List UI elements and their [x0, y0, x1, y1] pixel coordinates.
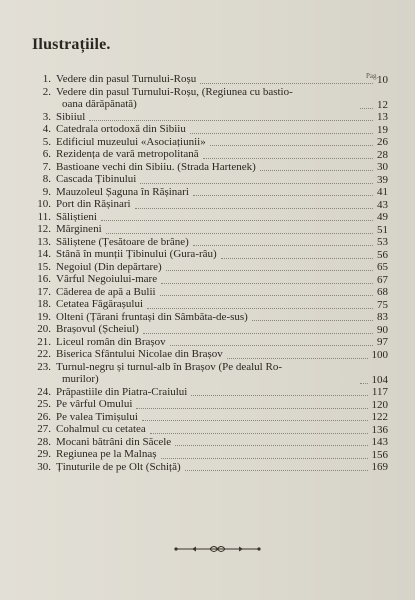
entry-title-line: Prăpastiile din Piatra-Craiului	[56, 385, 188, 398]
entry-title	[56, 361, 356, 385]
entry-page-number: 41	[377, 186, 388, 198]
illustration-entry	[0, 461, 415, 474]
entry-number: 12.	[37, 223, 51, 235]
illustration-entry	[0, 173, 415, 186]
entry-number: 7.	[42, 160, 51, 173]
illustration-entry	[0, 111, 415, 124]
illustration-entry	[0, 273, 415, 286]
entry-number: 9.	[42, 185, 51, 198]
entry-number: 15.	[37, 260, 51, 273]
entry-number: 11.	[37, 210, 51, 223]
dot-leader	[185, 470, 368, 471]
illustrations-list	[0, 73, 415, 473]
entry-page-number: 51	[377, 223, 388, 236]
entry-page-number: 97	[377, 336, 388, 348]
entry-title-line: Cascada Țibinului	[56, 173, 137, 185]
entry-number: 27.	[37, 423, 51, 435]
entry-title-line: Vedere din pasul Turnului-Roșu, (Regiunea cu bastio-	[56, 85, 293, 98]
illustration-entry	[0, 298, 415, 311]
dot-leader	[143, 333, 373, 334]
dot-leader	[160, 295, 373, 296]
entry-page-number: 49	[377, 211, 388, 223]
illustration-entry	[0, 436, 415, 449]
entry-number: 17.	[37, 285, 51, 298]
entry-page-number: 117	[371, 386, 388, 398]
dot-leader	[252, 320, 373, 321]
illustration-entry	[0, 448, 415, 461]
entry-title-line: Mărgineni	[56, 223, 102, 235]
dot-leader	[190, 133, 373, 134]
illustration-entry	[0, 236, 415, 249]
entry-number: 20.	[37, 323, 51, 335]
entry-number: 28.	[37, 435, 51, 448]
entry-title-line: Mauzoleul Șaguna în Rășinari	[56, 185, 189, 198]
entry-title-line: Port din Rășinari	[56, 198, 131, 210]
entry-title-line: Mocani bătrâni din Săcele	[56, 435, 172, 448]
entry-title-line: Cohalmul cu cetatea	[56, 423, 146, 435]
entry-title-line: Brașovul (Șcheiul)	[56, 323, 139, 335]
entry-number: 23.	[37, 360, 51, 373]
entry-number: 2.	[42, 85, 51, 98]
entry-title-line: Vârful Negoiului-mare	[56, 273, 158, 285]
entry-number: 8.	[42, 173, 51, 185]
illustration-entry	[0, 161, 415, 174]
page-column-label: Pag.	[366, 72, 379, 80]
dot-leader	[360, 383, 368, 384]
entry-number: 30.	[37, 460, 51, 473]
dot-leader	[140, 183, 373, 184]
entry-page-number: 143	[371, 436, 388, 448]
dot-leader	[193, 245, 373, 246]
entry-title-line: Catedrala ortodoxă din Sibiiu	[56, 123, 186, 135]
entry-page-number: 12	[377, 98, 388, 111]
dot-leader	[210, 145, 373, 146]
entry-number: 4.	[42, 123, 51, 135]
entry-page-number: 28	[377, 148, 388, 161]
illustration-entry	[0, 398, 415, 411]
entry-number: 25.	[37, 398, 51, 410]
entry-number: 26.	[37, 410, 51, 423]
entry-number: 13.	[37, 235, 51, 248]
entry-title-line: Negoiul (Din depărtare)	[56, 260, 162, 273]
entry-page-number: 39	[377, 173, 388, 186]
illustration-entry	[0, 311, 415, 324]
entry-number: 18.	[37, 298, 51, 310]
entry-page-number: 19	[377, 123, 388, 136]
illustration-entry	[0, 123, 415, 136]
illustration-entry	[0, 198, 415, 211]
entry-number: 21.	[37, 335, 51, 348]
entry-title-line: Săliștieni	[56, 210, 97, 223]
entry-title-line: Ținuturile de pe Olt (Schiță)	[56, 460, 181, 473]
entry-number: 1.	[42, 73, 51, 85]
entry-number: 22.	[37, 348, 51, 360]
entry-page-number: 83	[377, 311, 388, 323]
entry-title-line: Biserica Sfântului Nicolae din Brașov	[56, 348, 223, 360]
entry-title-continuation: murilor)	[62, 372, 99, 385]
dot-leader	[135, 208, 373, 209]
entry-title-line: Pe vârful Omului	[56, 398, 133, 410]
illustration-entry	[0, 186, 415, 199]
illustration-entry	[0, 261, 415, 274]
entry-title-line: Săliștene (Țesătoare de brâne)	[56, 235, 189, 248]
dot-leader	[221, 258, 373, 259]
entry-number: 3.	[42, 110, 51, 123]
entry-title-line: Cetatea Făgărașului	[56, 298, 144, 310]
entry-title-line: Edificiul muzeului «Asociațiunii»	[56, 135, 206, 148]
entry-title-line: Rezidența de vară metropolitană	[56, 148, 199, 160]
entry-page-number: 104	[371, 373, 388, 386]
entry-title-line: Regiunea pe la Malnaș	[56, 448, 157, 460]
illustration-entry	[0, 148, 415, 161]
dot-leader	[142, 420, 368, 421]
entry-title-line: Sibiiul	[56, 110, 86, 123]
entry-title-line: Vedere din pasul Turnului-Roșu	[56, 73, 197, 85]
entry-page-number: 56	[377, 248, 388, 261]
entry-title-line: Bastioane vechi din Sibiiu. (Strada Hartenek)	[56, 160, 256, 173]
entry-page-number: 136	[371, 423, 388, 436]
entry-page-number: 67	[377, 273, 388, 286]
dot-leader	[166, 270, 373, 271]
entry-page-number: 90	[377, 323, 388, 336]
entry-number: 14.	[37, 248, 51, 260]
illustration-entry	[0, 211, 415, 224]
illustration-entry	[0, 86, 415, 111]
entry-number: 24.	[37, 385, 51, 398]
page-title: Ilustrațiile.	[32, 36, 111, 53]
entry-page-number: 169	[371, 461, 388, 473]
entry-title-line: Turnul-negru și turnul-alb în Brașov (Pe dealul Ro-	[56, 360, 282, 373]
entry-title-continuation: oana dărăpănată)	[62, 97, 137, 110]
dot-leader	[136, 408, 367, 409]
dot-leader	[161, 458, 368, 459]
dot-leader	[147, 308, 373, 309]
illustration-entry	[0, 411, 415, 424]
entry-page-number: 100	[371, 348, 388, 361]
illustration-entry	[0, 223, 415, 236]
entry-page-number: 26	[377, 136, 388, 148]
entry-title-line: Pe valea Timișului	[56, 410, 138, 423]
entry-page-number: 53	[377, 236, 388, 248]
entry-page-number: 13	[377, 111, 388, 123]
dot-leader	[200, 83, 373, 84]
entry-page-number: 30	[377, 161, 388, 173]
illustration-entry	[0, 336, 415, 349]
dot-leader	[106, 233, 373, 234]
entry-title	[56, 86, 356, 110]
illustration-entry	[0, 423, 415, 436]
illustration-entry	[0, 136, 415, 149]
illustration-entry	[0, 73, 415, 86]
entry-page-number: 65	[377, 261, 388, 273]
illustration-entry	[0, 248, 415, 261]
entry-page-number: 122	[371, 411, 388, 423]
illustration-entry	[0, 386, 415, 399]
entry-page-number: 120	[371, 398, 388, 411]
entry-title-line: Căderea de apă a Bulii	[56, 285, 156, 298]
dot-leader	[360, 108, 373, 109]
dot-leader	[161, 283, 373, 284]
entry-number: 5.	[42, 135, 51, 148]
dot-leader	[193, 195, 373, 196]
entry-page-number: 75	[377, 298, 388, 311]
entry-title-line: Liceul român din Brașov	[56, 335, 166, 348]
illustration-entry	[0, 323, 415, 336]
entry-page-number: 43	[377, 198, 388, 211]
dot-leader	[260, 170, 373, 171]
dot-leader	[175, 445, 367, 446]
dot-leader	[203, 158, 373, 159]
dot-leader	[101, 220, 373, 221]
illustration-entry	[0, 286, 415, 299]
entry-title-line: Olteni (Țărani fruntași din Sâmbăta-de-sus)	[56, 310, 248, 323]
dot-leader	[170, 345, 373, 346]
entry-page-number: 156	[371, 448, 388, 461]
illustration-entry	[0, 348, 415, 361]
entry-number: 10.	[37, 198, 51, 210]
dot-leader	[89, 120, 373, 121]
entry-number: 19.	[37, 310, 51, 323]
illustration-entry	[0, 361, 415, 386]
entry-number: 29.	[37, 448, 51, 460]
dot-leader	[191, 395, 368, 396]
entry-page-number: 10	[377, 73, 388, 86]
dot-leader	[227, 358, 368, 359]
entry-page-number: 68	[377, 286, 388, 298]
ornament-divider-icon	[170, 543, 265, 555]
entry-number: 6.	[42, 148, 51, 160]
entry-number: 16.	[37, 273, 51, 285]
entry-title-line: Stână în munții Țibinului (Gura-râu)	[56, 248, 217, 260]
dot-leader	[150, 433, 368, 434]
